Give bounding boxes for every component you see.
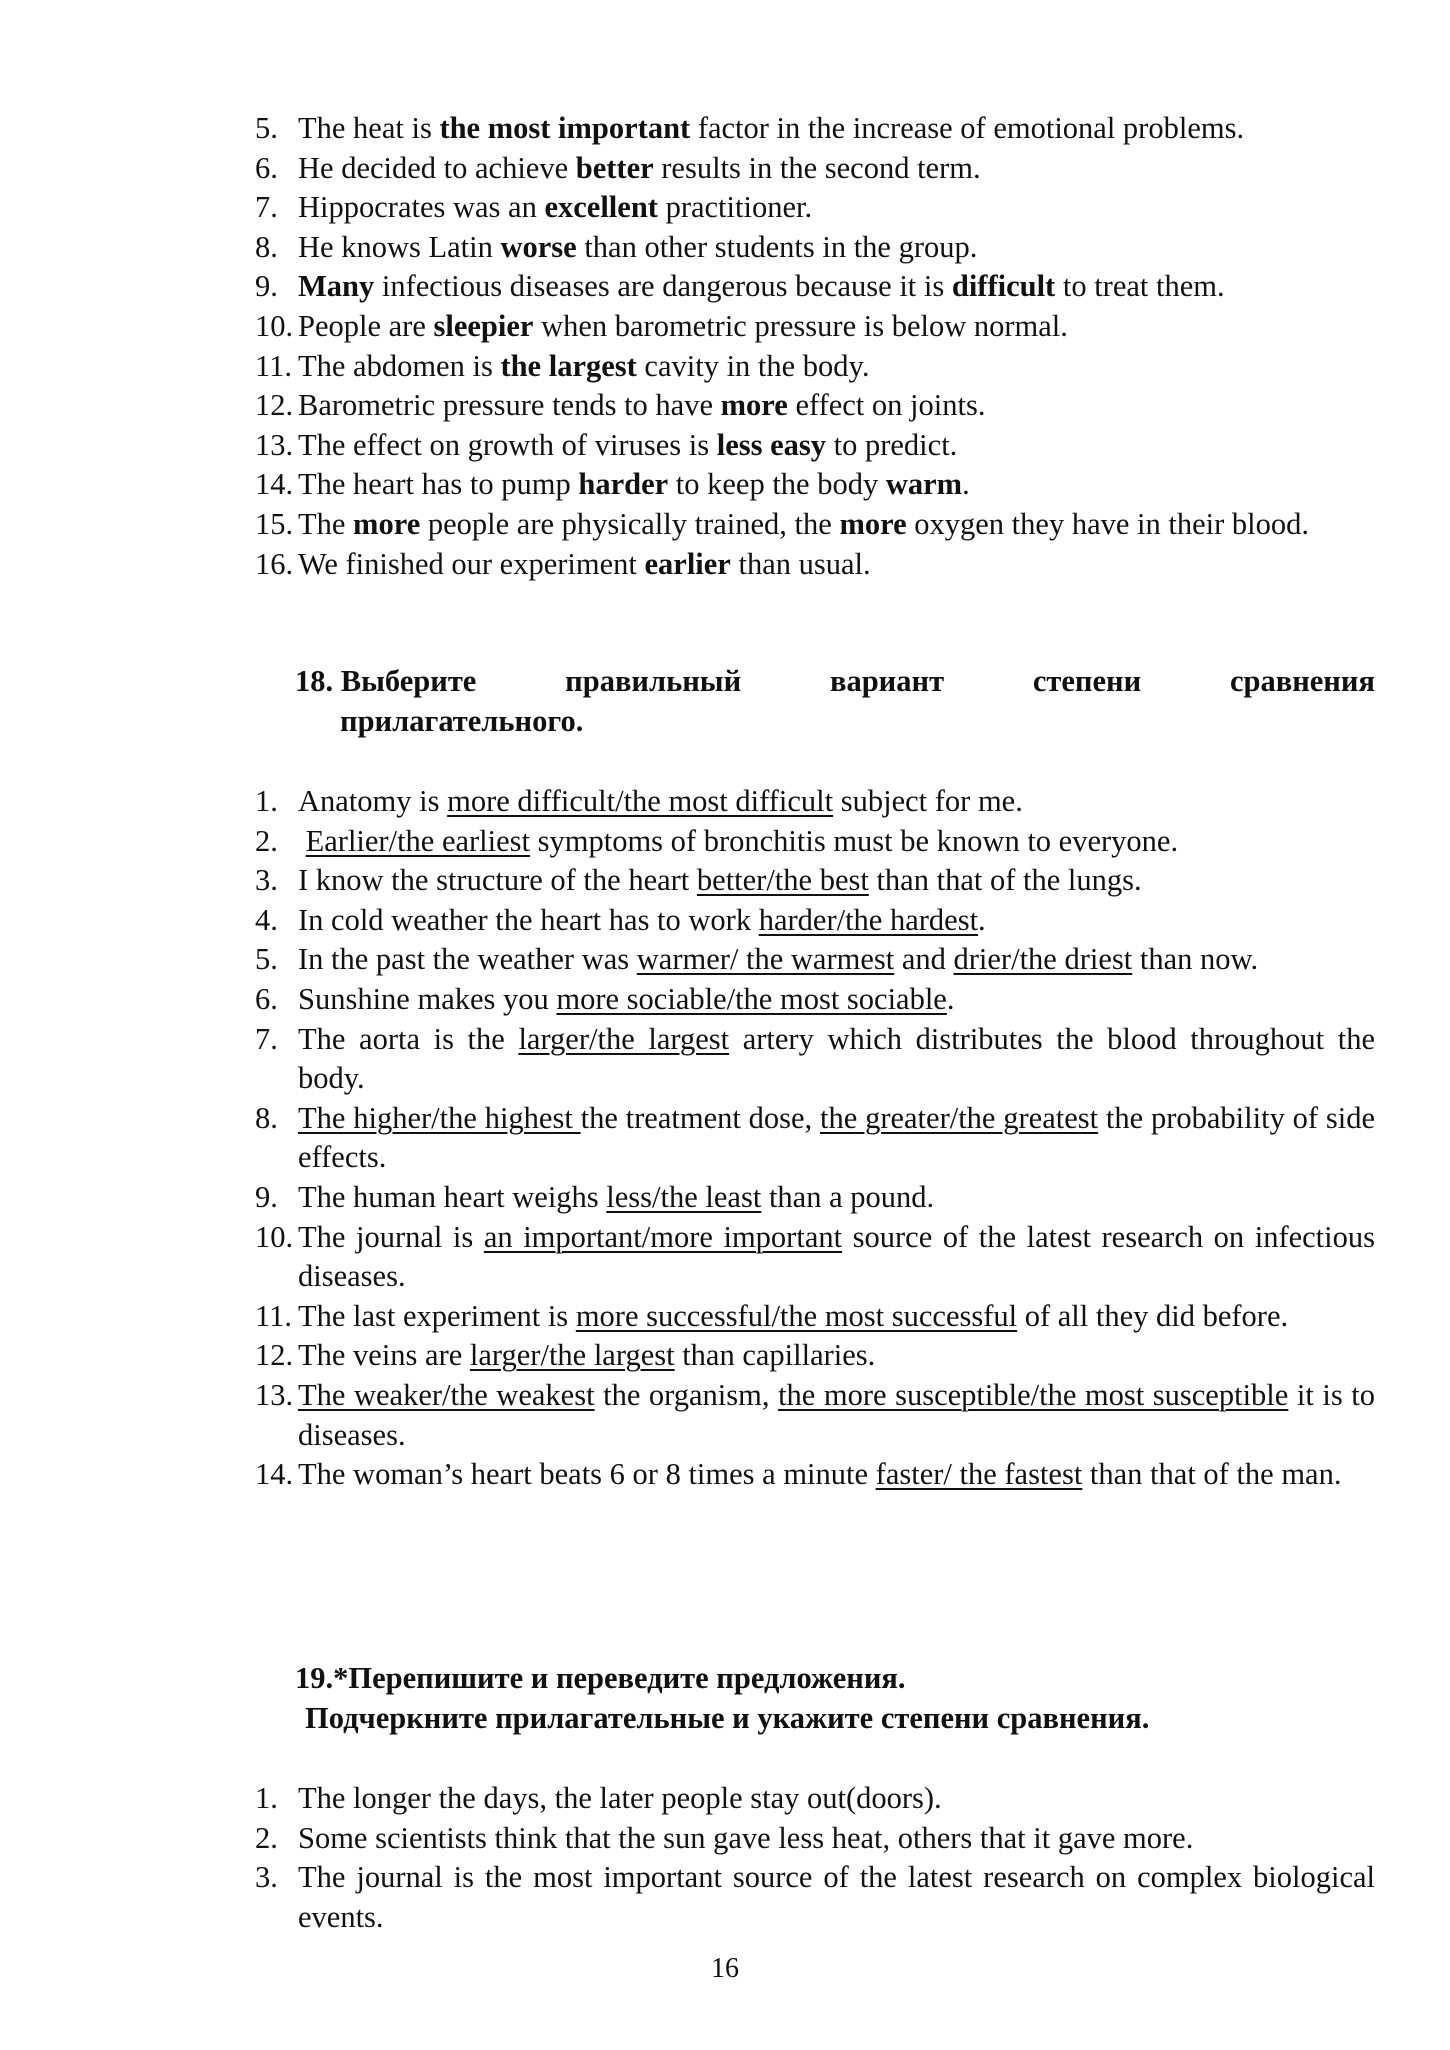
underlined-choice: The higher/the highest <box>298 1100 581 1135</box>
heading-word: вариант <box>829 664 945 698</box>
list-item <box>255 782 1375 822</box>
text-segment: The veins are <box>298 1338 470 1373</box>
text-segment: source of the latest research on infectious diseases. <box>298 1219 1383 1294</box>
item-number: 8. <box>255 1100 278 1135</box>
text-segment: effect on joints. <box>787 388 986 423</box>
item-text <box>298 505 1375 545</box>
text-segment: and <box>894 942 954 977</box>
list-item <box>255 901 1375 941</box>
item-number: 16. <box>255 546 294 581</box>
bold-word: excellent <box>544 190 658 225</box>
exercise-18-list <box>255 782 1383 1495</box>
text-segment: than a pound. <box>761 1179 935 1214</box>
text-segment: factor in the increase of emotional problems. <box>690 111 1245 145</box>
text-segment: results in the second term. <box>653 150 981 185</box>
text-segment: Barometric pressure tends to have <box>298 388 721 423</box>
item-text <box>298 188 1375 228</box>
item-number: 14. <box>255 467 294 502</box>
text-segment: . <box>978 902 986 937</box>
text-segment: People are <box>298 308 434 343</box>
item-text <box>298 1178 1375 1218</box>
text-segment: Anatomy is <box>298 784 448 818</box>
item-number: 7. <box>255 1021 278 1056</box>
text-segment: The journal is the most important source of the latest research on complex biological events. <box>298 1860 1383 1934</box>
list-item <box>255 386 1375 426</box>
bold-word: sleepier <box>433 308 534 343</box>
text-segment: The heart has to pump <box>298 467 579 502</box>
list-item <box>255 1455 1375 1495</box>
list-item <box>255 228 1375 268</box>
text-segment: practitioner. <box>657 190 813 225</box>
text-segment: subject for me. <box>833 784 1023 818</box>
item-text <box>298 109 1375 149</box>
item-number: 12. <box>255 388 294 423</box>
section-18-heading <box>295 662 1375 741</box>
item-number: 3. <box>255 863 278 898</box>
list-item <box>255 347 1375 387</box>
section-18-heading-line2: прилагательного. <box>340 703 584 738</box>
item-number: 6. <box>255 981 278 1016</box>
text-segment: He knows Latin <box>298 229 501 264</box>
bold-word: worse <box>500 229 577 264</box>
underlined-choice: more successful/the most successful <box>575 1298 1018 1333</box>
text-segment: than that of the lungs. <box>868 863 1142 898</box>
text-segment: to keep the body <box>668 467 886 502</box>
bold-word: more <box>353 506 421 541</box>
bold-word: the most important <box>439 111 691 145</box>
item-text <box>298 386 1375 426</box>
item-text <box>298 347 1375 387</box>
item-text <box>298 307 1375 347</box>
text-segment: The heat is <box>298 111 440 145</box>
list-item <box>255 109 1375 149</box>
page-number: 16 <box>711 1953 739 1984</box>
underlined-choice: an important/more important <box>483 1219 843 1254</box>
item-text <box>298 426 1375 466</box>
underlined-choice: the more susceptible/the most susceptible <box>778 1377 1289 1412</box>
text-segment: symptoms of bronchitis must be known to everyone. <box>530 823 1179 858</box>
text-segment: than now. <box>1132 942 1259 977</box>
item-number: 5. <box>255 111 278 145</box>
text-segment: Some scientists think that the sun gave less heat, others that it gave more. <box>298 1820 1194 1855</box>
item-text <box>298 465 1375 505</box>
text-segment: it is to diseases. <box>298 1377 1383 1452</box>
text-segment: The longer the days, the later people stay out(doors). <box>298 1781 942 1815</box>
text-segment: cavity in the body. <box>636 348 870 383</box>
item-text <box>298 861 1375 901</box>
list-item <box>255 822 1375 862</box>
underlined-choice: faster/ the fastest <box>875 1457 1083 1492</box>
text-segment: In the past the weather was <box>298 942 637 977</box>
item-number: 12. <box>255 1338 294 1373</box>
list-item <box>255 505 1375 545</box>
list-item <box>255 1819 1375 1859</box>
underlined-choice: larger/the largest <box>518 1021 730 1056</box>
sentence-list-top <box>255 109 1375 584</box>
item-text <box>298 782 1375 822</box>
text-segment: than that of the man. <box>1082 1457 1342 1492</box>
text-segment: to treat them. <box>1055 269 1225 304</box>
item-text <box>298 1779 1375 1819</box>
list-item <box>255 1099 1383 1178</box>
heading-word: сравнения <box>1229 664 1375 698</box>
underlined-choice: drier/the driest <box>953 942 1133 977</box>
item-number: 5. <box>255 942 278 977</box>
item-number: 13. <box>255 427 294 462</box>
list-item <box>255 1297 1375 1337</box>
item-text <box>298 901 1375 941</box>
text-segment: I know the structure of the heart <box>298 863 697 898</box>
text-segment: . <box>962 467 970 502</box>
heading-word: степени <box>1032 664 1142 698</box>
item-number: 7. <box>255 190 278 225</box>
item-text <box>298 1297 1375 1337</box>
list-item <box>255 1020 1383 1099</box>
list-item <box>255 1336 1375 1376</box>
text-segment: oxygen they have in their blood. <box>906 506 1309 541</box>
item-number: 11. <box>255 1298 292 1333</box>
item-number: 10. <box>255 1219 294 1254</box>
item-number: 15. <box>255 506 294 541</box>
item-number: 8. <box>255 229 278 264</box>
text-segment: Sunshine makes you <box>298 981 557 1016</box>
list-item <box>255 1376 1383 1455</box>
item-number: 1. <box>255 784 278 818</box>
item-text <box>298 545 1375 585</box>
text-segment: The last experiment is <box>298 1298 576 1333</box>
item-text <box>298 1099 1383 1178</box>
text-segment: infectious diseases are dangerous because it is <box>374 269 952 304</box>
list-item <box>255 267 1375 307</box>
item-number: 3. <box>255 1860 278 1895</box>
list-item <box>255 980 1375 1020</box>
text-segment: We finished our experiment <box>298 546 645 581</box>
bold-word: difficult <box>951 269 1056 304</box>
bold-word: more <box>720 388 788 423</box>
bold-word: Many <box>298 269 375 304</box>
list-item <box>255 426 1375 466</box>
text-segment: the organism, <box>594 1377 779 1412</box>
text-segment: of all they did before. <box>1017 1298 1289 1333</box>
list-item <box>255 545 1375 585</box>
underlined-choice: The weaker/the weakest <box>298 1377 595 1412</box>
bold-word: better <box>575 150 654 185</box>
list-item <box>255 465 1375 505</box>
bold-word: warm <box>885 467 963 502</box>
section-19-heading-line2: Подчеркните прилагательные и укажите степени сравнения. <box>305 1700 1150 1735</box>
heading-word: правильный <box>565 664 742 698</box>
list-item <box>255 940 1375 980</box>
section-19-heading-line1: 19.*Перепишите и переведите предложения. <box>295 1661 906 1695</box>
list-item <box>255 149 1375 189</box>
bold-word: less easy <box>716 427 827 462</box>
list-item <box>255 1218 1383 1297</box>
item-text <box>298 228 1375 268</box>
item-text <box>298 1376 1383 1455</box>
text-segment: The <box>298 506 354 541</box>
bold-word: more <box>839 506 907 541</box>
item-text <box>298 1020 1383 1099</box>
bold-word: earlier <box>644 546 731 581</box>
text-segment: In cold weather the heart has to work <box>298 902 759 937</box>
list-item <box>255 1178 1375 1218</box>
item-text <box>298 1455 1375 1495</box>
item-text <box>298 1336 1375 1376</box>
item-number: 11. <box>255 348 292 383</box>
underlined-choice: less/the least <box>606 1179 762 1214</box>
item-number: 9. <box>255 1179 278 1214</box>
underlined-choice: larger/the largest <box>469 1338 675 1373</box>
item-number: 6. <box>255 150 278 185</box>
list-item <box>255 188 1375 228</box>
text-segment: than other students in the group. <box>576 229 978 264</box>
item-text <box>298 1218 1383 1297</box>
item-number: 10. <box>255 308 294 343</box>
bold-word: the largest <box>500 348 637 383</box>
item-number: 1. <box>255 1781 278 1815</box>
item-number: 14. <box>255 1457 294 1492</box>
item-number: 2. <box>255 823 278 858</box>
text-segment: The aorta is the <box>298 1021 519 1056</box>
text-segment: The abdomen is <box>298 348 501 383</box>
text-segment: The journal is <box>298 1219 484 1254</box>
text-segment: The woman’s heart beats 6 or 8 times a minute <box>298 1457 876 1492</box>
item-number: 9. <box>255 269 278 304</box>
text-segment: than usual. <box>730 546 871 581</box>
underlined-choice: more difficult/the most difficult <box>447 784 834 818</box>
underlined-choice: Earlier/the earliest <box>305 823 531 858</box>
underlined-choice: warmer/ the warmest <box>636 942 895 977</box>
item-text <box>298 822 1375 862</box>
item-text <box>298 940 1375 980</box>
list-item <box>255 307 1375 347</box>
item-number: 2. <box>255 1820 278 1855</box>
text-segment: The effect on growth of viruses is <box>298 427 717 462</box>
text-segment: Hippocrates was an <box>298 190 545 225</box>
list-item <box>255 1858 1383 1937</box>
text-segment: people are physically trained, the <box>420 506 840 541</box>
item-number: 13. <box>255 1377 294 1412</box>
item-text <box>298 1819 1375 1859</box>
underlined-choice: harder/the hardest <box>758 902 979 937</box>
item-text <box>298 1858 1383 1937</box>
underlined-choice: better/the best <box>696 863 869 898</box>
text-segment: than capillaries. <box>674 1338 876 1373</box>
section-19-heading <box>295 1659 1375 1738</box>
text-segment: . <box>946 981 955 1016</box>
text-segment: to predict. <box>826 427 958 462</box>
heading-word: 18. Выберите <box>295 664 477 698</box>
text-segment: The human heart weighs <box>298 1179 607 1214</box>
underlined-choice: more sociable/the most sociable <box>556 981 947 1016</box>
item-text <box>298 149 1375 189</box>
text-segment <box>298 824 306 858</box>
section-18-heading-line1 <box>295 662 1375 702</box>
text-segment: He decided to achieve <box>298 150 576 185</box>
text-segment: when barometric pressure is below normal. <box>533 308 1068 343</box>
text-segment: the probability of side effects. <box>298 1100 1383 1175</box>
exercise-19-list <box>255 1779 1383 1937</box>
bold-word: harder <box>578 467 669 502</box>
item-text <box>298 267 1375 307</box>
text-segment: the treatment dose, <box>580 1100 820 1135</box>
list-item <box>255 1779 1375 1819</box>
underlined-choice: the greater/the greatest <box>820 1100 1099 1135</box>
list-item <box>255 861 1375 901</box>
item-text <box>298 980 1375 1020</box>
text-segment: artery which distributes the blood throughout the body. <box>298 1021 1383 1096</box>
item-number: 4. <box>255 902 278 937</box>
